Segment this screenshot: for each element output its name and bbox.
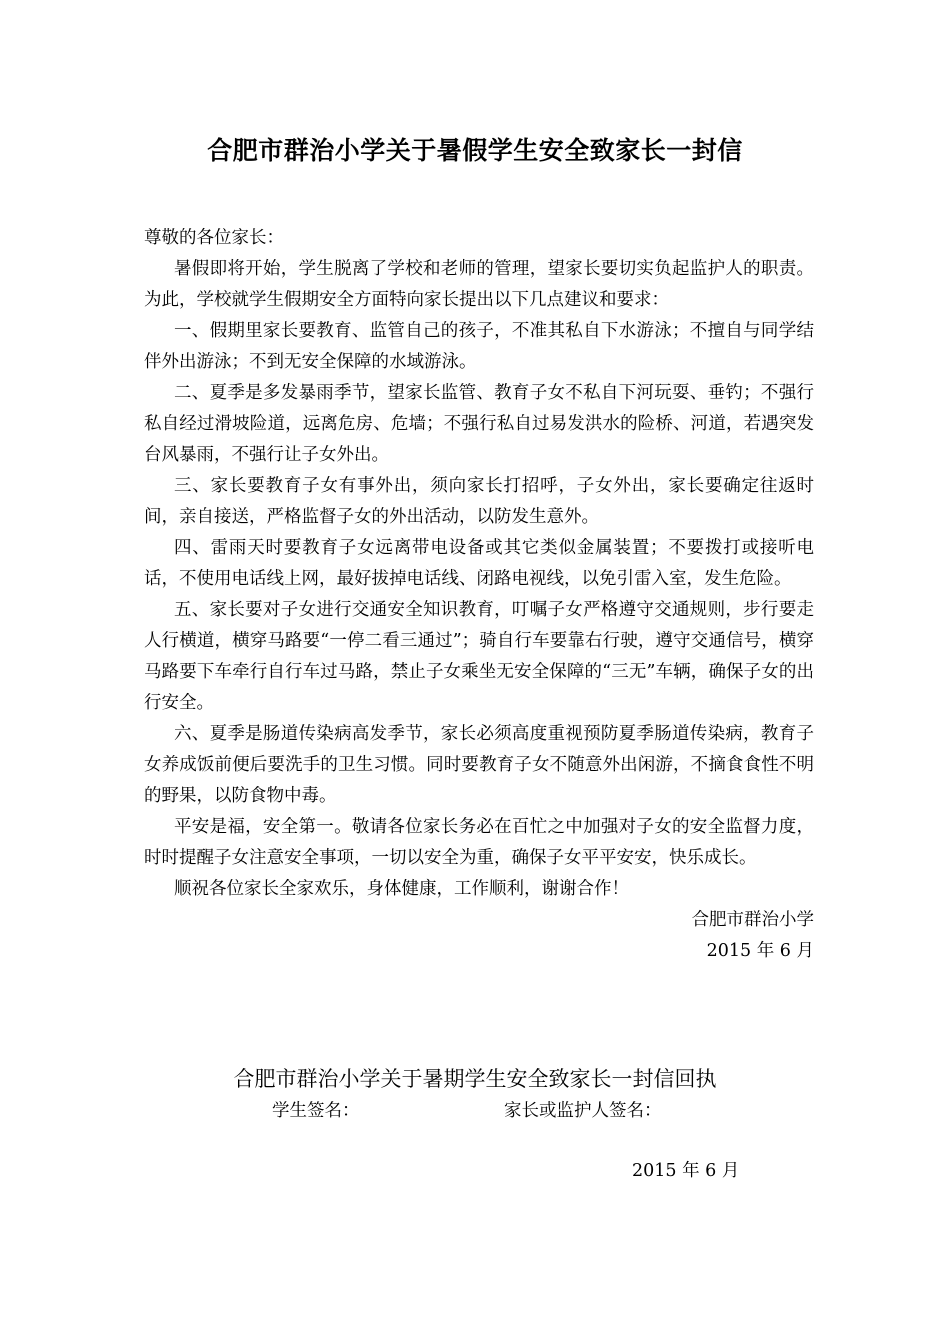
letter-date: 2015 年 6 月 [706,941,814,961]
paragraph-intro: 暑假即将开始，学生脱离了学校和老师的管理，望家长要切实负起监护人的职责。为此，学校就学生假期安全方面特向家长提出以下几点建议和要求： [144,259,814,310]
paragraph-wishes: 顺祝各位家长全家欢乐，身体健康，工作顺利，谢谢合作！ [174,879,629,899]
paragraph-item-2: 二、夏季是多发暴雨季节，望家长监管、教育子女不私自下河玩耍、垂钓；不强行私自经过滑坡险道，远离危房、危墙；不强行私自过易发洪水的险桥、河道，若遇突发台风暴雨，不强行让子女外出。 [144,383,814,465]
letter-body [144,223,814,967]
paragraph-item-5: 五、家长要对子女进行交通安全知识教育，叮嘱子女严格遵守交通规则，步行要走人行横道，横穿马路要“一停二看三通过”；骑自行车要靠右行驶，遵守交通信号，横穿马路要下车牵行自行车过马路，禁止子女乘坐无安全保障的“三无”车辆，确保子女的出行安全。 [144,600,814,713]
paragraph-item-6: 六、夏季是肠道传染病高发季节，家长必须高度重视预防夏季肠道传染病，教育子女养成饭前便后要洗手的卫生习惯。同时要教育子女不随意外出闲游，不摘食食性不明的野果，以防食物中毒。 [144,724,814,806]
receipt-date: 2015 年 6 月 [632,1161,740,1181]
receipt-title: 合肥市群治小学关于暑期学生安全致家长一封信回执 [233,1067,717,1091]
paragraph-closing: 平安是福，安全第一。敬请各位家长务必在百忙之中加强对子女的安全监督力度，时时提醒子女注意安全事项，一切以安全为重，确保子女平平安安，快乐成长。 [144,817,814,868]
paragraph-item-3: 三、家长要教育子女有事外出，须向家长打招呼，子女外出，家长要确定往返时间，亲自接送，严格监督子女的外出活动，以防发生意外。 [144,476,814,527]
letter-title: 合肥市群治小学关于暑假学生安全致家长一封信 [207,136,743,165]
parent-sign-label: 家长或监护人签名： [504,1101,662,1121]
paragraph-item-1: 一、假期里家长要教育、监管自己的孩子，不准其私自下水游泳；不擅自与同学结伴外出游泳；不到无安全保障的水域游泳。 [144,321,814,372]
student-sign-label: 学生签名： [272,1101,360,1121]
salutation: 尊敬的各位家长： [144,228,284,248]
paragraph-item-4: 四、雷雨天时要教育子女远离带电设备或其它类似金属装置；不要拨打或接听电话，不使用电话线上网，最好拔掉电话线、闭路电视线，以免引雷入室，发生危险。 [144,538,814,589]
signature-school: 合肥市群治小学 [691,910,814,930]
